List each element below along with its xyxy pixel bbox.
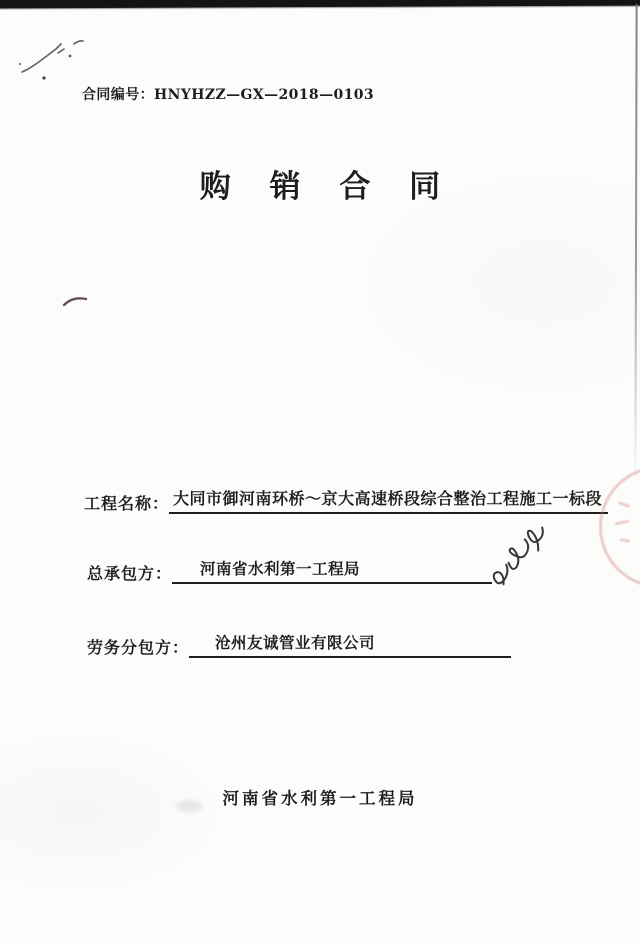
project-name-value: 大同市御河南环桥～京大高速桥段综合整治工程施工一标段 <box>169 486 608 514</box>
stamp-text-mark <box>618 501 630 508</box>
contract-number-label: 合同编号： <box>82 87 154 103</box>
scanner-edge-band <box>0 0 640 8</box>
general-contractor-label: 总承包方： <box>87 564 173 583</box>
general-contractor-value: 河南省水利第一工程局 <box>172 557 492 584</box>
contract-number-value: HNYHZZ—GX—2018—0103 <box>154 87 375 103</box>
labor-subcontractor-value: 沧州友诚管业有限公司 <box>189 631 511 658</box>
contract-number <box>82 84 374 104</box>
project-name-label: 工程名称： <box>84 494 170 513</box>
red-seal-stamp <box>599 466 640 588</box>
pen-scribble-icon <box>8 28 108 90</box>
pen-tick-icon <box>60 292 92 312</box>
stamp-text-mark <box>615 520 629 526</box>
handwritten-signature <box>470 504 586 590</box>
field-general-contractor <box>87 557 492 584</box>
footer-organization: 河南省水利第一工程局 <box>222 789 418 808</box>
paper-edge-line <box>634 4 637 484</box>
labor-subcontractor-label: 劳务分包方： <box>87 638 190 657</box>
stamp-text-mark <box>620 538 630 542</box>
document-title: 购 销 合 同 <box>199 169 455 205</box>
field-labor-subcontractor <box>87 631 511 658</box>
